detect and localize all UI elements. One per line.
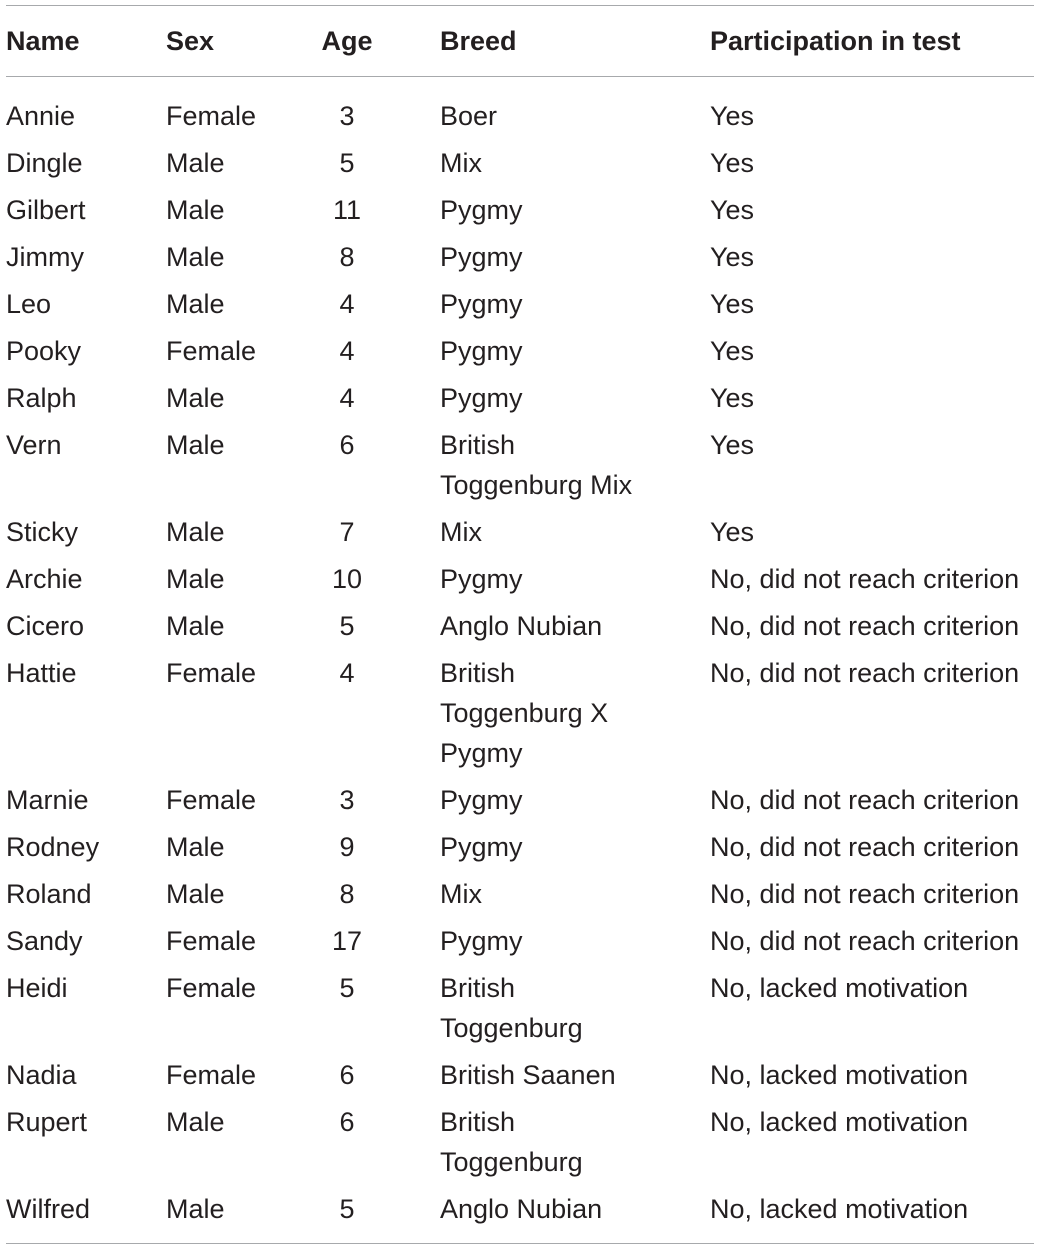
cell-breed [440, 378, 710, 418]
cell-breed [440, 559, 710, 599]
cell-name: Leo [6, 289, 52, 319]
cell-name: Wilfred [6, 1194, 91, 1224]
cell-breed [440, 968, 710, 1048]
cell-participation: No, did not reach criterion [710, 785, 1020, 815]
cell-breed [440, 1102, 710, 1182]
cell-sex: Male [166, 879, 225, 909]
table-row [6, 187, 1034, 234]
table-row [6, 1186, 1034, 1233]
cell-breed [440, 425, 710, 505]
breed-line: Anglo Nubian [440, 1194, 603, 1224]
cell-breed [440, 96, 710, 136]
cell-name: Dingle [6, 148, 83, 178]
cell-participation: No, lacked motivation [710, 1194, 969, 1224]
table-header [6, 6, 1034, 76]
cell-participation: Yes [710, 383, 755, 413]
cell-age: 4 [339, 289, 355, 319]
breed-line: Toggenburg X [440, 698, 609, 728]
cell-participation: No, lacked motivation [710, 1060, 969, 1090]
cell-participation: No, did not reach criterion [710, 564, 1020, 594]
cell-sex: Female [166, 926, 257, 956]
cell-age: 10 [331, 564, 363, 594]
breed-line: British [440, 658, 516, 688]
breed-line: Mix [440, 148, 482, 178]
cell-name: Heidi [6, 973, 68, 1003]
cell-sex: Female [166, 973, 257, 1003]
breed-line: Pygmy [440, 926, 523, 956]
cell-participation: No, lacked motivation [710, 973, 969, 1003]
cell-sex: Male [166, 289, 225, 319]
cell-name: Archie [6, 564, 83, 594]
cell-age: 3 [339, 101, 355, 131]
cell-age: 8 [339, 242, 355, 272]
cell-age: 4 [339, 658, 355, 688]
cell-breed [440, 1189, 710, 1229]
cell-sex: Female [166, 785, 257, 815]
cell-age: 3 [339, 785, 355, 815]
cell-breed [440, 874, 710, 914]
cell-name: Sticky [6, 517, 79, 547]
cell-breed [440, 512, 710, 552]
cell-age: 4 [339, 336, 355, 366]
breed-line: Pygmy [440, 785, 523, 815]
cell-age: 5 [339, 973, 355, 1003]
cell-sex: Male [166, 148, 225, 178]
cell-sex: Male [166, 1194, 225, 1224]
cell-name: Pooky [6, 336, 82, 366]
cell-breed [440, 190, 710, 230]
cell-name: Marnie [6, 785, 89, 815]
cell-participation: Yes [710, 289, 755, 319]
header-age: Age [321, 26, 373, 56]
cell-age: 6 [339, 430, 355, 460]
cell-name: Gilbert [6, 195, 86, 225]
cell-participation: No, did not reach criterion [710, 926, 1020, 956]
cell-age: 11 [332, 195, 362, 225]
cell-age: 5 [339, 1194, 355, 1224]
header-participation: Participation in test [710, 26, 961, 56]
cell-sex: Male [166, 517, 225, 547]
breed-line: Toggenburg Mix [440, 470, 633, 500]
cell-sex: Male [166, 564, 225, 594]
breed-line: British [440, 430, 516, 460]
cell-name: Annie [6, 101, 76, 131]
table-row [6, 918, 1034, 965]
cell-age: 5 [339, 148, 355, 178]
cell-name: Hattie [6, 658, 77, 688]
cell-name: Jimmy [6, 242, 84, 272]
table-row [6, 1099, 1034, 1186]
cell-participation: Yes [710, 517, 755, 547]
cell-name: Sandy [6, 926, 83, 956]
cell-breed [440, 653, 710, 773]
cell-sex: Male [166, 1107, 225, 1137]
cell-age: 4 [339, 383, 355, 413]
cell-sex: Female [166, 1060, 257, 1090]
table-row [6, 509, 1034, 556]
breed-line: British [440, 1107, 516, 1137]
cell-name: Rodney [6, 832, 100, 862]
cell-name: Cicero [6, 611, 85, 641]
cell-breed [440, 284, 710, 324]
breed-line: Mix [440, 517, 482, 547]
cell-sex: Male [166, 430, 225, 460]
cell-participation: No, lacked motivation [710, 1107, 969, 1137]
cell-participation: No, did not reach criterion [710, 879, 1020, 909]
table-row [6, 422, 1034, 509]
cell-participation: Yes [710, 148, 755, 178]
cell-name: Roland [6, 879, 92, 909]
breed-line: Boer [440, 101, 498, 131]
table-row [6, 603, 1034, 650]
breed-line: Pygmy [440, 564, 523, 594]
cell-breed [440, 780, 710, 820]
cell-age: 9 [339, 832, 355, 862]
table-row [6, 375, 1034, 422]
breed-line: Pygmy [440, 336, 523, 366]
cell-breed [440, 143, 710, 183]
cell-sex: Male [166, 383, 225, 413]
table-body [6, 77, 1034, 1243]
table-row [6, 328, 1034, 375]
cell-breed [440, 237, 710, 277]
cell-sex: Female [166, 658, 257, 688]
breed-line: Pygmy [440, 738, 523, 768]
breed-line: Pygmy [440, 289, 523, 319]
cell-breed [440, 1055, 710, 1095]
goat-table [6, 5, 1034, 1244]
cell-participation: Yes [710, 430, 755, 460]
cell-breed [440, 606, 710, 646]
breed-line: Mix [440, 879, 482, 909]
breed-line: Toggenburg [440, 1147, 583, 1177]
cell-name: Rupert [6, 1107, 88, 1137]
cell-name: Vern [6, 430, 62, 460]
cell-participation: Yes [710, 336, 755, 366]
cell-participation: No, did not reach criterion [710, 832, 1020, 862]
cell-age: 8 [339, 879, 355, 909]
breed-line: Pygmy [440, 195, 523, 225]
table-row [6, 1052, 1034, 1099]
cell-sex: Female [166, 336, 257, 366]
cell-breed [440, 827, 710, 867]
breed-line: Pygmy [440, 832, 523, 862]
cell-breed [440, 331, 710, 371]
cell-age: 6 [339, 1060, 355, 1090]
table-row [6, 965, 1034, 1052]
cell-name: Nadia [6, 1060, 77, 1090]
table-row [6, 824, 1034, 871]
breed-line: British Saanen [440, 1060, 616, 1090]
breed-line: Toggenburg [440, 1013, 583, 1043]
cell-name: Ralph [6, 383, 77, 413]
bottom-rule [6, 1243, 1034, 1244]
table-row [6, 650, 1034, 777]
cell-sex: Female [166, 101, 257, 131]
cell-age: 17 [331, 926, 363, 956]
cell-participation: Yes [710, 101, 755, 131]
table-row [6, 140, 1034, 187]
cell-participation: No, did not reach criterion [710, 611, 1020, 641]
cell-sex: Male [166, 195, 225, 225]
breed-line: Pygmy [440, 383, 523, 413]
cell-age: 6 [339, 1107, 355, 1137]
table-row [6, 281, 1034, 328]
table-row [6, 871, 1034, 918]
table-row [6, 556, 1034, 603]
cell-sex: Male [166, 242, 225, 272]
table-row [6, 777, 1034, 824]
cell-breed [440, 921, 710, 961]
header-name: Name [6, 26, 80, 56]
breed-line: Anglo Nubian [440, 611, 603, 641]
cell-age: 5 [339, 611, 355, 641]
cell-participation: No, did not reach criterion [710, 658, 1020, 688]
table-row [6, 93, 1034, 140]
cell-age: 7 [339, 517, 355, 547]
cell-sex: Male [166, 832, 225, 862]
cell-sex: Male [166, 611, 225, 641]
cell-participation: Yes [710, 242, 755, 272]
breed-line: British [440, 973, 516, 1003]
header-breed: Breed [440, 26, 517, 56]
table-row [6, 234, 1034, 281]
header-sex: Sex [166, 26, 215, 56]
cell-participation: Yes [710, 195, 755, 225]
breed-line: Pygmy [440, 242, 523, 272]
